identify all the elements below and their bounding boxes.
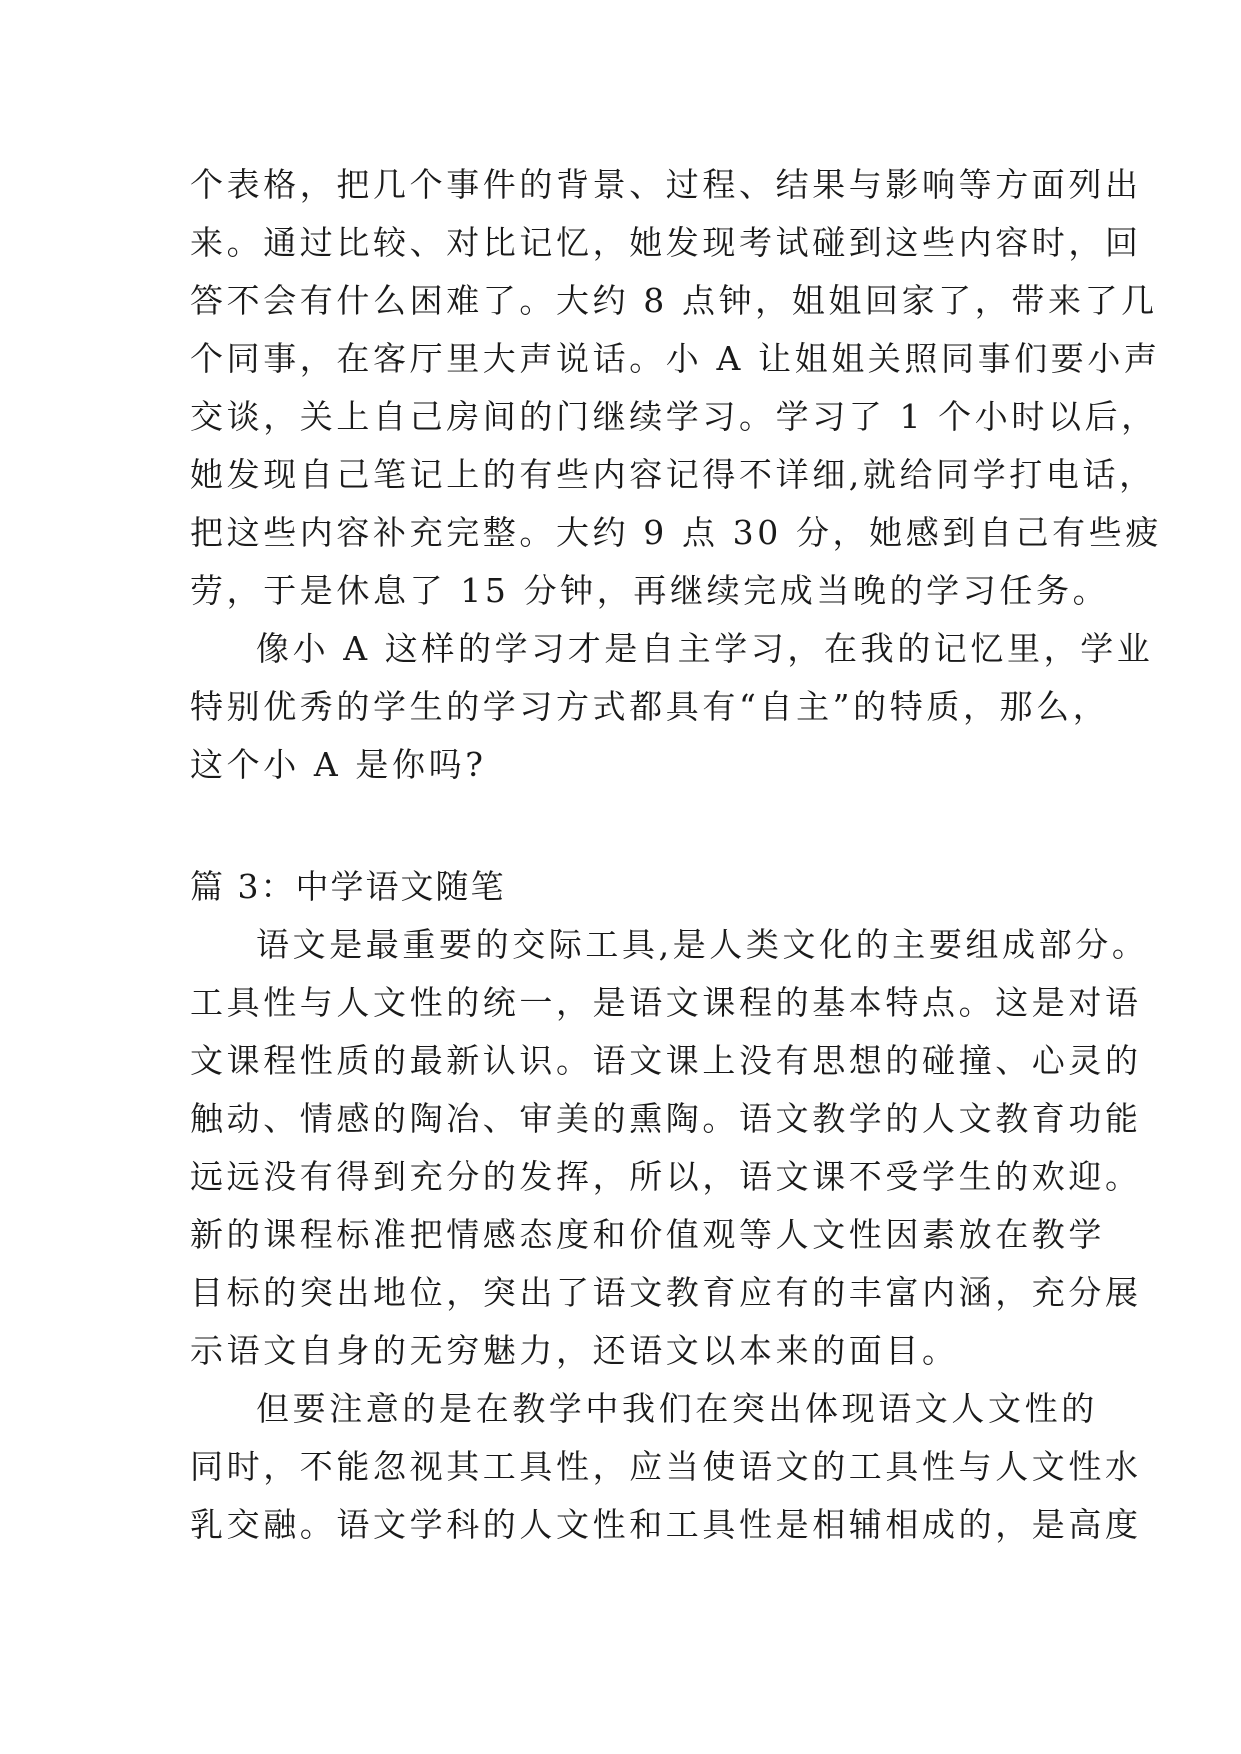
- paragraph-line: 个表格，把几个事件的背景、过程、结果与影响等方面列出: [190, 165, 1142, 204]
- paragraph-line: 个同事，在客厅里大声说话。小 A 让姐姐关照同事们要小声: [190, 339, 1161, 378]
- paragraph-line: 这个小 A 是你吗?: [190, 745, 487, 784]
- paragraph-line: 示语文自身的无穷魅力，还语文以本来的面目。: [190, 1331, 959, 1370]
- section-heading: 篇 3：中学语文随笔: [190, 867, 506, 906]
- paragraph-line: 把这些内容补充完整。大约 9 点 30 分，她感到自己有些疲: [190, 513, 1162, 552]
- paragraph-line: 触动、情感的陶冶、审美的熏陶。语文教学的人文教育功能: [190, 1099, 1142, 1138]
- paragraph-line: 同时，不能忽视其工具性，应当使语文的工具性与人文性水: [190, 1447, 1142, 1486]
- paragraph-line: 来。通过比较、对比记忆，她发现考试碰到这些内容时，回: [190, 223, 1142, 262]
- paragraph-line: 交谈，关上自己房间的门继续学习。学习了 1 个小时以后，: [190, 397, 1158, 436]
- paragraph-line: 特别优秀的学生的学习方式都具有“自主”的特质，那么，: [190, 687, 1110, 726]
- paragraph-line: 新的课程标准把情感态度和价值观等人文性因素放在教学: [190, 1215, 1105, 1254]
- paragraph-line: 工具性与人文性的统一，是语文课程的基本特点。这是对语: [190, 983, 1142, 1022]
- paragraph-line: 像小 A 这样的学习才是自主学习，在我的记忆里，学业: [256, 629, 1154, 668]
- paragraph-line: 语文是最重要的交际工具,是人类文化的主要组成部分。: [256, 925, 1149, 964]
- paragraph-line: 但要注意的是在教学中我们在突出体现语文人文性的: [256, 1389, 1098, 1428]
- paragraph-line: 乳交融。语文学科的人文性和工具性是相辅相成的，是高度: [190, 1505, 1142, 1544]
- paragraph-line: 答不会有什么困难了。大约 8 点钟，姐姐回家了，带来了几: [190, 281, 1158, 320]
- paragraph-line: 劳，于是休息了 15 分钟，再继续完成当晚的学习任务。: [190, 571, 1110, 610]
- paragraph-line: 文课程性质的最新认识。语文课上没有思想的碰撞、心灵的: [190, 1041, 1142, 1080]
- paragraph-line: 目标的突出地位，突出了语文教育应有的丰富内涵，充分展: [190, 1273, 1142, 1312]
- paragraph-line: 她发现自己笔记上的有些内容记得不详细,就给同学打电话，: [190, 455, 1156, 494]
- paragraph-line: 远远没有得到充分的发挥，所以，语文课不受学生的欢迎。: [190, 1157, 1142, 1196]
